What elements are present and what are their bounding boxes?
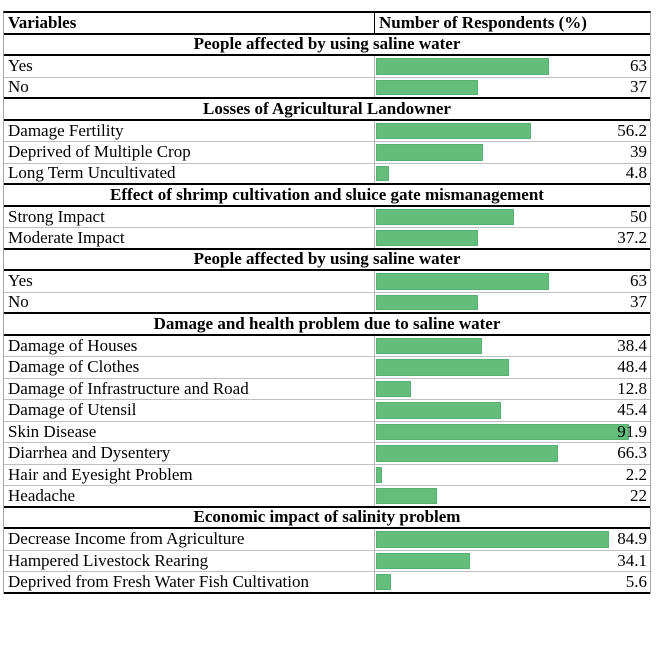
respondents-table (3, 11, 651, 594)
row-value: 2.2 (625, 464, 647, 484)
column-header-variables: Variables (4, 13, 375, 33)
section-header-label: Losses of Agricultural Landowner (203, 98, 451, 118)
table-row (4, 56, 650, 78)
bar-cell (375, 228, 650, 248)
row-label: No (4, 293, 375, 313)
table-row (4, 293, 650, 315)
bar-cell (375, 357, 650, 378)
row-value: 5.6 (625, 571, 647, 591)
data-bar (376, 467, 382, 484)
row-value: 37 (630, 77, 647, 97)
table-row (4, 551, 650, 573)
data-bar (376, 58, 549, 75)
row-label: Headache (4, 486, 375, 506)
data-bar (376, 359, 509, 376)
row-label: Decrease Income from Agriculture (4, 529, 375, 550)
table-row (4, 271, 650, 293)
row-value: 66.3 (617, 443, 647, 463)
bar-cell (375, 379, 650, 400)
data-bar (376, 574, 391, 590)
row-label: Damage of Clothes (4, 357, 375, 378)
bar-cell (375, 164, 650, 184)
table-row (4, 465, 650, 487)
data-bar (376, 338, 482, 355)
row-value: 91.9 (617, 421, 647, 441)
bar-cell (375, 486, 650, 506)
bar-cell (375, 551, 650, 572)
row-label: Yes (4, 271, 375, 292)
row-label: Hair and Eyesight Problem (4, 465, 375, 486)
data-bar (376, 80, 478, 96)
bar-cell (375, 78, 650, 98)
table-row (4, 400, 650, 422)
table-row (4, 529, 650, 551)
section-header (4, 314, 650, 336)
row-label: Strong Impact (4, 207, 375, 228)
section-header (4, 99, 650, 121)
row-label: Yes (4, 56, 375, 77)
row-value: 37 (630, 292, 647, 312)
row-value: 34.1 (617, 550, 647, 570)
row-label: No (4, 78, 375, 98)
row-value: 37.2 (617, 227, 647, 247)
row-value: 56.2 (617, 120, 647, 140)
bar-cell (375, 271, 650, 292)
section-header-label: Economic impact of salinity problem (193, 507, 461, 527)
row-value: 48.4 (617, 357, 647, 377)
row-label: Damage Fertility (4, 121, 375, 142)
bar-cell (375, 465, 650, 486)
row-value: 12.8 (617, 378, 647, 398)
column-header-respondents: Number of Respondents (%) (379, 12, 587, 32)
row-label: Deprived from Fresh Water Fish Cultivation (4, 572, 375, 592)
section-header-label: People affected by using saline water (193, 34, 461, 54)
bar-cell (375, 400, 650, 421)
section-header (4, 508, 650, 530)
row-value: 38.4 (617, 335, 647, 355)
table-row (4, 142, 650, 164)
bar-cell (375, 142, 650, 163)
section-header-label: People affected by using saline water (193, 249, 461, 269)
row-label: Long Term Uncultivated (4, 164, 375, 184)
row-label: Damage of Utensil (4, 400, 375, 421)
data-bar (376, 531, 609, 548)
table-row (4, 78, 650, 100)
data-bar (376, 295, 478, 311)
bar-cell (375, 422, 650, 443)
bar-cell (375, 56, 650, 77)
section-header (4, 250, 650, 272)
bar-cell (375, 121, 650, 142)
bar-cell (375, 336, 650, 357)
row-value: 63 (630, 271, 647, 291)
table-row (4, 379, 650, 401)
data-bar (376, 144, 483, 161)
table-row (4, 443, 650, 465)
row-label: Skin Disease (4, 422, 375, 443)
row-value: 63 (630, 56, 647, 76)
bar-cell (375, 572, 650, 592)
row-value: 50 (630, 206, 647, 226)
table-row (4, 207, 650, 229)
table-row (4, 228, 650, 250)
table-row (4, 572, 650, 594)
data-bar (376, 381, 411, 398)
data-bar (376, 488, 437, 504)
table-header-row (4, 13, 650, 35)
table-row (4, 422, 650, 444)
section-header-label: Effect of shrimp cultivation and sluice gate mismanagement (110, 184, 544, 204)
row-label: Deprived of Multiple Crop (4, 142, 375, 163)
bar-cell (375, 443, 650, 464)
data-bar (376, 209, 514, 226)
row-value: 39 (630, 142, 647, 162)
row-value: 84.9 (617, 529, 647, 549)
row-label: Hampered Livestock Rearing (4, 551, 375, 572)
table-row (4, 121, 650, 143)
data-bar (376, 445, 558, 462)
data-bar (376, 123, 531, 140)
data-bar (376, 273, 549, 290)
section-header (4, 35, 650, 57)
bar-cell (375, 207, 650, 228)
data-bar (376, 424, 629, 441)
table-row (4, 486, 650, 508)
row-value: 45.4 (617, 400, 647, 420)
row-value: 22 (630, 485, 647, 505)
bar-cell (375, 529, 650, 550)
row-label: Damage of Infrastructure and Road (4, 379, 375, 400)
row-value: 4.8 (625, 163, 647, 183)
section-header (4, 185, 650, 207)
row-label: Moderate Impact (4, 228, 375, 248)
data-bar (376, 402, 501, 419)
bar-cell (375, 293, 650, 313)
table-row (4, 357, 650, 379)
row-label: Damage of Houses (4, 336, 375, 357)
data-bar (376, 166, 389, 182)
table-row (4, 336, 650, 358)
section-header-label: Damage and health problem due to saline water (153, 313, 501, 333)
data-bar (376, 553, 470, 570)
row-label: Diarrhea and Dysentery (4, 443, 375, 464)
table-row (4, 164, 650, 186)
data-bar (376, 230, 478, 246)
